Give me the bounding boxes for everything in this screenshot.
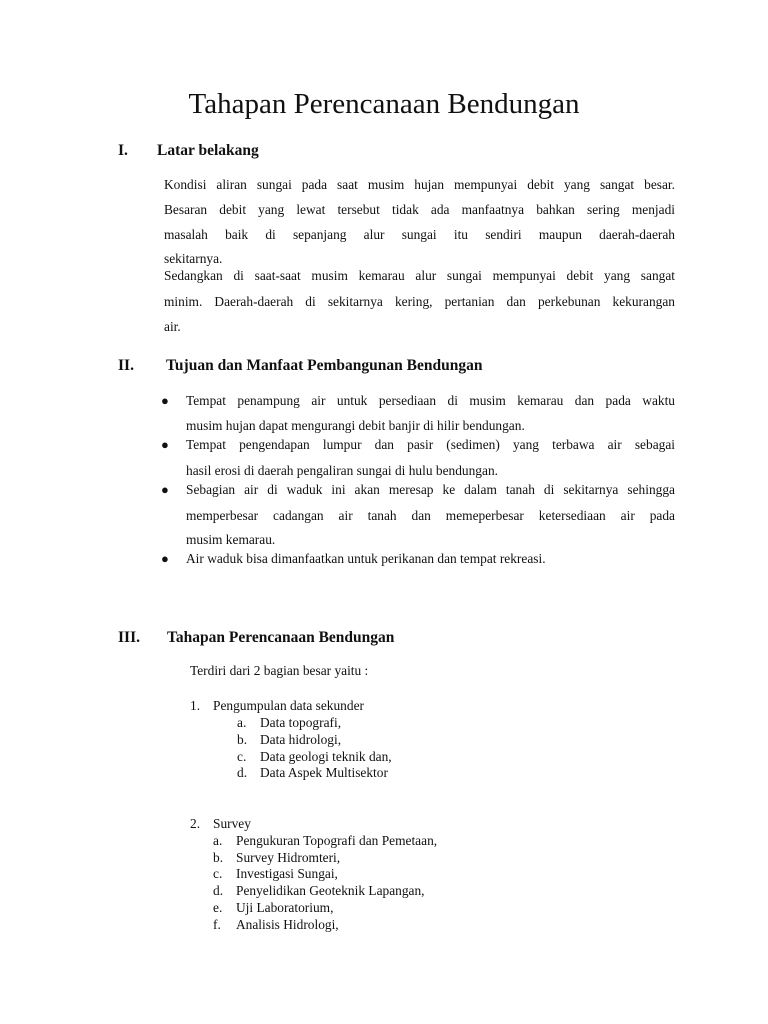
list-1-item-letter: a. [237,715,247,730]
list-1-item-letter: c. [237,749,247,764]
list-2-item-text: Penyelidikan Geoteknik Lapangan, [236,883,425,898]
section-1-line-3: masalah baik di sepanjang alur sungai itu sendiri maupun daerah-daerah [164,227,675,242]
list-1-item-letter: d. [237,765,248,780]
list-2-item-letter: c. [213,866,223,881]
bullet-1-line-2: musim hujan dapat mengurangi debit banjir di hilir bendungan. [186,418,525,433]
page-title: Tahapan Perencanaan Bendungan [188,88,580,120]
list-1-item-text: Data hidrologi, [260,732,342,747]
list-2-item-text: Analisis Hidrologi, [236,917,339,932]
section-1-line-5: Sedangkan di saat-saat musim kemarau alur sungai mempunyai debit yang sangat [164,268,675,283]
bullet-1-line-1: Tempat penampung air untuk persediaan di musim kemarau dan pada waktu [186,393,675,408]
section-2-heading: Tujuan dan Manfaat Pembangunan Bendungan [166,357,483,374]
section-1-line-1: Kondisi aliran sungai pada saat musim hujan mempunyai debit yang sangat besar. [164,177,675,192]
bullet-3-line-2: memperbesar cadangan air tanah dan memeperbesar ketersediaan air pada [186,508,675,523]
section-1-line-7: air. [164,319,181,334]
list-2-item-letter: f. [213,917,221,932]
bullet-4-line-1: Air waduk bisa dimanfaatkan untuk perikanan dan tempat rekreasi. [186,551,546,566]
list-1-item-text: Data Aspek Multisektor [260,765,388,780]
section-1-line-6: minim. Daerah-daerah di sekitarnya kering, pertanian dan perkebunan kekurangan [164,294,675,309]
list-2-item-letter: d. [213,883,224,898]
section-1-line-4: sekitarnya. [164,251,223,266]
bullet-icon: ● [161,437,169,452]
list-1-label: Pengumpulan data sekunder [213,698,364,713]
list-2-item-letter: b. [213,850,224,865]
list-2-item-text: Investigasi Sungai, [236,866,338,881]
bullet-icon: ● [161,551,169,566]
list-2-item-letter: a. [213,833,223,848]
list-2-item-text: Pengukuran Topografi dan Pemetaan, [236,833,438,848]
list-1-item-text: Data topografi, [260,715,342,730]
bullet-3-line-3: musim kemarau. [186,532,276,547]
list-1-item-text: Data geologi teknik dan, [260,749,392,764]
section-3-intro: Terdiri dari 2 bagian besar yaitu : [190,663,369,678]
list-2-item-letter: e. [213,900,223,915]
section-3-heading: Tahapan Perencanaan Bendungan [167,629,395,646]
section-1-numeral: I. [118,142,128,159]
bullet-2-line-1: Tempat pengendapan lumpur dan pasir (sedimen) yang terbawa air sebagai [186,437,675,452]
bullet-2-line-2: hasil erosi di daerah pengaliran sungai di hulu bendungan. [186,463,498,478]
section-3-numeral: III. [118,629,140,646]
list-2-item-text: Survey Hidromteri, [236,850,341,865]
list-2-label: Survey [213,816,251,831]
section-1-heading: Latar belakang [157,142,259,159]
section-1-line-2: Besaran debit yang lewat tersebut tidak ada manfaatnya bahkan sering menjadi [164,202,675,217]
section-2-numeral: II. [118,357,134,374]
list-2-item-text: Uji Laboratorium, [236,900,334,915]
bullet-icon: ● [161,393,169,408]
list-1-number: 1. [190,698,201,713]
bullet-3-line-1: Sebagian air di waduk ini akan meresap ke dalam tanah di sekitarnya sehingga [186,482,675,497]
list-2-number: 2. [190,816,201,831]
list-1-item-letter: b. [237,732,248,747]
bullet-icon: ● [161,482,169,497]
